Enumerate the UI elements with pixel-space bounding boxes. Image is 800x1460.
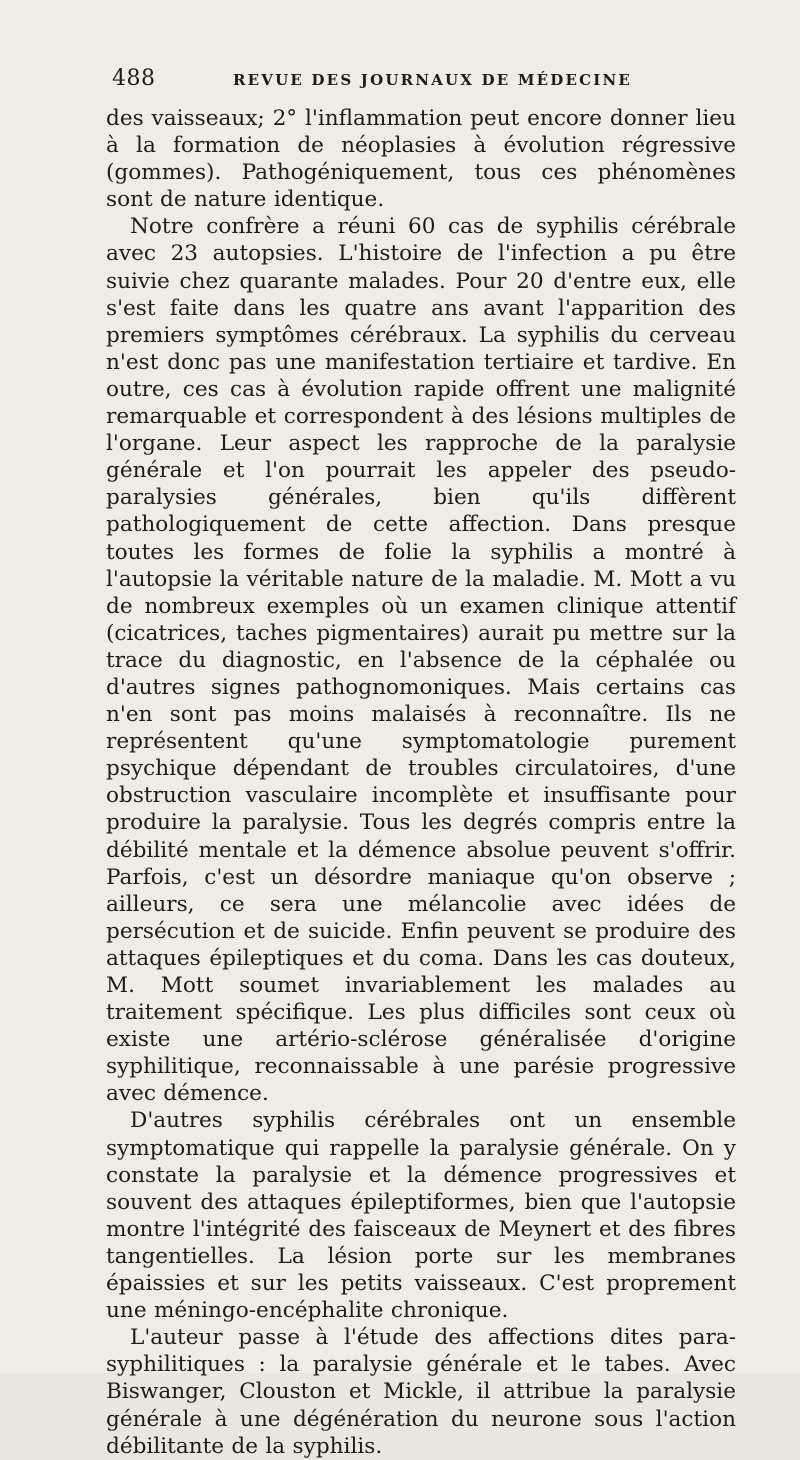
journal-title: REVUE DES JOURNAUX DE MÉDECINE	[233, 71, 633, 89]
running-head	[108, 66, 733, 96]
paragraph-cerebral-syphilis-cases: Notre confrère a réuni 60 cas de syphilis cérébrale avec 23 autopsies. L'histoire de l'infection a pu être suivie chez quarante malades. Pour 20 d'entre eux, elle s'est faite dans les quatre ans avant l'apparition des premiers symptômes cérébraux. La syphilis du cerveau n'est donc pas une manifestation tertiaire et tardive. En outre, ces cas à évolution rapide offrent une malignité remarquable et correspondent à des lésions multiples de l'organe. Leur aspect les rapproche de la paralysie générale et l'on pourrait les appeler des pseudo-paralysies générales, bien qu'ils diffèrent pathologiquement de cette affection. Dans presque toutes les formes de folie la syphilis a montré à l'autopsie la véritable nature de la maladie. M. Mott a vu de nombreux exemples où un examen clinique attentif (cicatrices, taches pigmentaires) aurait pu mettre sur la trace du diagnostic, en l'absence de la céphalée ou d'autres signes pathognomoniques. Mais certains cas n'en sont pas moins malaisés à reconnaître. Ils ne représentent qu'une symptomatologie purement psychique dépendant de troubles circulatoires, d'une obstruction vasculaire incomplète et insuffisante pour produire la paralysie. Tous les degrés compris entre la débilité mentale et la démence absolue peuvent s'offrir. Parfois, c'est un désordre maniaque qu'on observe ; ailleurs, ce sera une mélancolie avec idées de persécution et de suicide. Enfin peuvent se produire des attaques épileptiques et du coma. Dans les cas douteux, M. Mott soumet invariablement les malades au traitement spécifique. Les plus difficiles sont ceux où existe une artério-sclérose généralisée d'origine syphilitique, reconnaissable à une parésie progressive avec démence.	[106, 214, 736, 1107]
paragraph-continuation: des vaisseaux; 2° l'inflammation peut encore donner lieu à la formation de néoplasies à évolution régressive (gommes). Pathogéniquement, tous ces phénomènes sont de nature identique.	[106, 106, 736, 213]
page-number: 488	[112, 66, 156, 91]
body-text	[106, 105, 736, 1460]
paragraph-general-paralysis-like: D'autres syphilis cérébrales ont un ensemble symptomatique qui rappelle la paralysie générale. On y constate la paralysie et la démence progressives et souvent des attaques épileptiformes, bien que l'autopsie montre l'intégrité des faisceaux de Meynert et des fibres tangentielles. La lésion porte sur les membranes épaissies et sur les petits vaisseaux. C'est proprement une méningo-encéphalite chronique.	[106, 1108, 736, 1324]
paragraph-para-syphilitic: L'auteur passe à l'étude des affections dites para-syphilitiques : la paralysie générale et le tabes. Avec Biswanger, Clouston et Mickle, il attribue la paralysie générale à une dégénération du neurone sous l'action débilitante de la syphilis.	[106, 1325, 736, 1459]
